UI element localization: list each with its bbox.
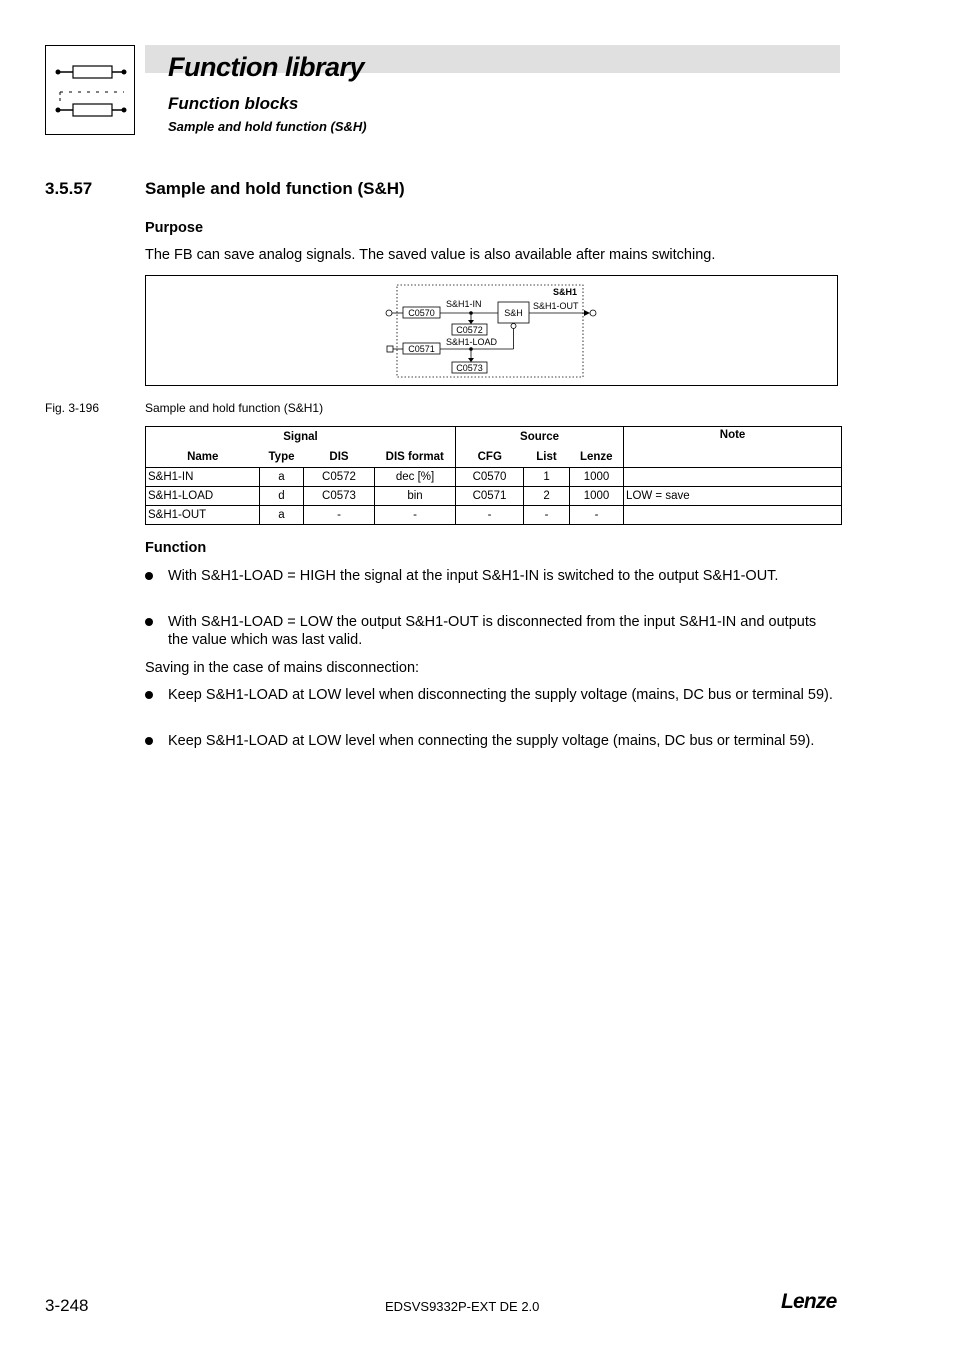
bullet-text: With S&H1-LOAD = HIGH the signal at the input S&H1-IN is switched to the output S&H1-OUT.	[168, 568, 779, 584]
cell-dis: C0573	[304, 487, 375, 506]
cell-type: a	[260, 506, 304, 525]
cfg-code-in: C0570	[408, 308, 435, 318]
cell-dis: C0572	[304, 468, 375, 487]
function-heading: Function	[145, 540, 207, 556]
input-signal-label: S&H1-IN	[446, 299, 482, 309]
page-number: 3-248	[45, 1296, 89, 1315]
purpose-heading: Purpose	[145, 220, 204, 236]
cell-dis: -	[304, 506, 375, 525]
block-boundary	[397, 285, 583, 377]
table-row	[146, 468, 842, 487]
cell-lenze: 1000	[570, 487, 624, 506]
table-group-header-row	[146, 427, 842, 448]
signal-group-header: Signal	[146, 427, 456, 448]
col-header-lenze: Lenze	[570, 447, 624, 468]
signal-table	[145, 426, 842, 525]
purpose-text: The FB can save analog signals. The saved value is also available after mains switching.	[145, 247, 716, 263]
page-subsubtitle: Sample and hold function (S&H)	[168, 119, 367, 134]
cell-cfg: C0571	[456, 487, 524, 506]
bullet-icon	[145, 737, 153, 745]
cell-name: S&H1-LOAD	[146, 487, 260, 506]
cell-note	[624, 506, 842, 525]
cell-lenze: 1000	[570, 468, 624, 487]
cell-dis-format: -	[375, 506, 456, 525]
note-header: Note	[624, 427, 842, 468]
cell-name: S&H1-IN	[146, 468, 260, 487]
load-signal-label: S&H1-LOAD	[446, 337, 498, 347]
chapter-icon	[45, 45, 135, 135]
source-group-header: Source	[456, 427, 624, 448]
cell-name: S&H1-OUT	[146, 506, 260, 525]
document-id: EDSVS9332P-EXT DE 2.0	[385, 1299, 540, 1314]
col-header-list: List	[524, 447, 570, 468]
cell-type: a	[260, 468, 304, 487]
cell-dis-format: bin	[375, 487, 456, 506]
table-row	[146, 487, 842, 506]
bullet-text: Keep S&H1-LOAD at LOW level when disconnecting the supply voltage (mains, DC bus or terminal 59).	[168, 687, 833, 703]
input-connector-icon	[386, 310, 392, 316]
cell-note	[624, 468, 842, 487]
list-item	[145, 613, 825, 653]
col-header-dis: DIS	[304, 447, 375, 468]
output-signal-label: S&H1-OUT	[533, 301, 579, 311]
function-block-icon	[46, 46, 136, 136]
page-title: Function library	[168, 52, 365, 82]
cell-cfg: C0570	[456, 468, 524, 487]
bullet-icon	[145, 572, 153, 580]
cell-list: 1	[524, 468, 570, 487]
sh-block-label: S&H	[504, 308, 523, 318]
col-header-type: Type	[260, 447, 304, 468]
saving-text: Saving in the case of mains disconnection:	[145, 660, 420, 676]
cfg-code-load: C0571	[408, 344, 435, 354]
bullet-text: With S&H1-LOAD = LOW the output S&H1-OUT is disconnected from the input S&H1-IN and outputs the value which was last valid.	[168, 614, 817, 648]
bullet-text: Keep S&H1-LOAD at LOW level when connecting the supply voltage (mains, DC bus or terminal 59).	[168, 733, 815, 749]
bullet-icon	[145, 691, 153, 699]
cell-list: 2	[524, 487, 570, 506]
page-subtitle: Function blocks	[168, 94, 299, 113]
cell-lenze: -	[570, 506, 624, 525]
figure-frame	[145, 275, 838, 386]
sample-hold-diagram	[146, 276, 837, 385]
cell-type: d	[260, 487, 304, 506]
dis-code-load: C0573	[456, 363, 483, 373]
col-header-dis-format: DIS format	[375, 447, 456, 468]
section-number: 3.5.57	[45, 179, 93, 198]
col-header-name: Name	[146, 447, 260, 468]
figure-number: Fig. 3-196	[45, 401, 100, 415]
list-item	[145, 567, 825, 607]
bullet-icon	[145, 618, 153, 626]
figure-caption: Sample and hold function (S&H1)	[145, 401, 324, 415]
block-name-label: S&H1	[552, 287, 577, 297]
load-connector-icon	[387, 346, 393, 352]
output-connector-icon	[590, 310, 596, 316]
col-header-cfg: CFG	[456, 447, 524, 468]
table-row	[146, 506, 842, 525]
lenze-logo: Lenze	[781, 1290, 837, 1313]
cell-list: -	[524, 506, 570, 525]
list-item	[145, 686, 833, 726]
cell-cfg: -	[456, 506, 524, 525]
dis-code-in: C0572	[456, 325, 483, 335]
list-item	[145, 732, 825, 772]
section-title: Sample and hold function (S&H)	[145, 179, 405, 198]
cell-dis-format: dec [%]	[375, 468, 456, 487]
load-input-inverter-icon	[511, 324, 516, 329]
cell-note: LOW = save	[624, 487, 842, 506]
